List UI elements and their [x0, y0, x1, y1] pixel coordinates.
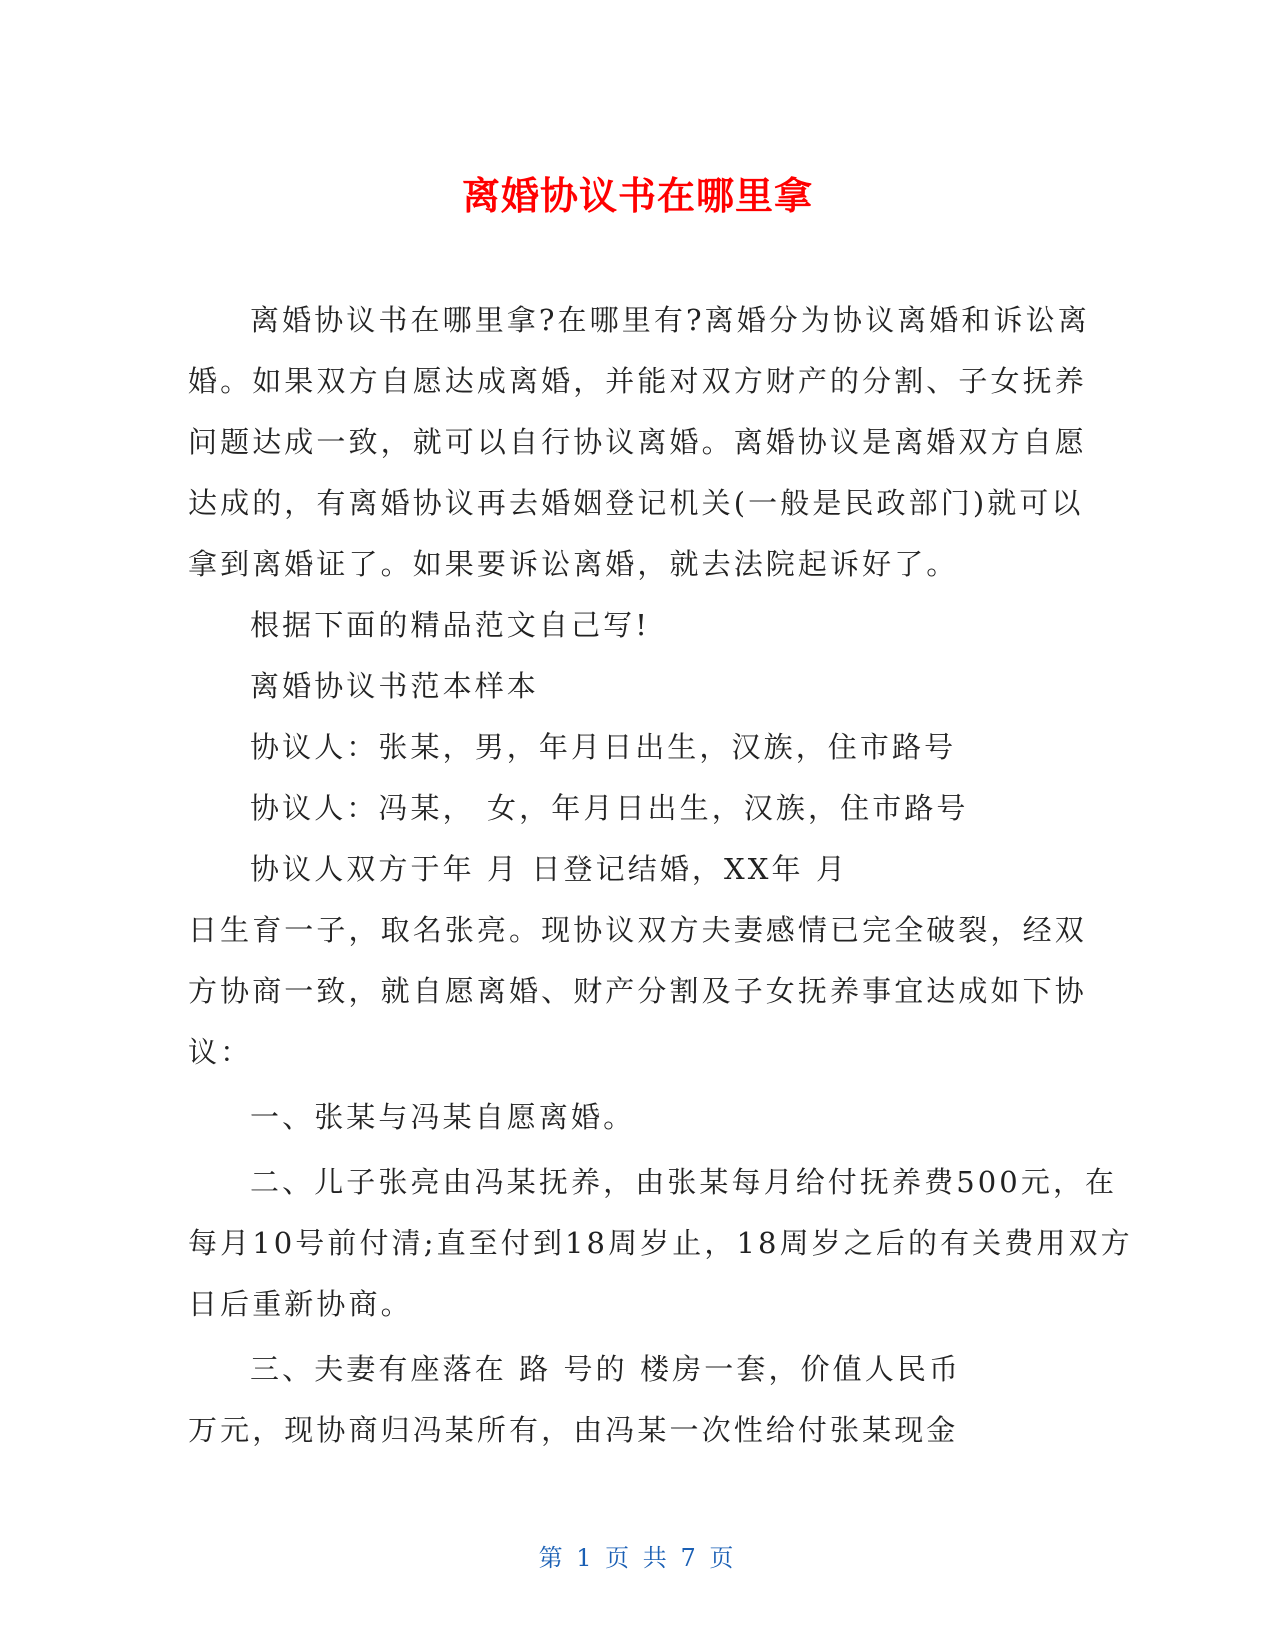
paragraph-line: 问题达成一致，就可以自行协议离婚。离婚协议是离婚双方自愿: [188, 425, 1087, 459]
paragraph-line: 达成的，有离婚协议再去婚姻登记机关(一般是民政部门)就可以: [188, 486, 1084, 520]
paragraph-line: 协议人双方于年 月 日登记结婚，XX年 月: [250, 852, 849, 886]
paragraph-line: 日后重新协商。: [188, 1287, 413, 1321]
paragraph-line: 议：: [188, 1035, 253, 1069]
document-body: [188, 290, 1133, 1461]
page-indicator: 第 1 页 共 7 页: [538, 1544, 737, 1572]
paragraph-line: 协议人：张某，男，年月日出生，汉族，住市路号: [250, 730, 957, 764]
paragraph-line: 万元，现协商归冯某所有，由冯某一次性给付张某现金: [188, 1413, 959, 1447]
paragraph-line: 婚。如果双方自愿达成离婚，并能对双方财产的分割、子女抚养: [188, 364, 1087, 398]
paragraph-line: 离婚协议书在哪里拿?在哪里有?离婚分为协议离婚和诉讼离: [250, 303, 1090, 337]
paragraph-line: 离婚协议书范本样本: [250, 669, 539, 703]
paragraph-line: 一、张某与冯某自愿离婚。: [250, 1100, 636, 1134]
paragraph-line: 每月10号前付清;直至付到18周岁止，18周岁之后的有关费用双方: [188, 1226, 1133, 1260]
paragraph-line: 日生育一子，取名张亮。现协议双方夫妻感情已完全破裂，经双: [188, 913, 1087, 947]
paragraph-line: 拿到离婚证了。如果要诉讼离婚，就去法院起诉好了。: [188, 547, 959, 581]
document-title: 离婚协议书在哪里拿: [461, 174, 813, 218]
paragraph-line: 协议人：冯某， 女，年月日出生，汉族，住市路号: [250, 791, 969, 825]
paragraph-line: 三、夫妻有座落在 路 号的 楼房一套，价值人民币: [250, 1352, 962, 1386]
paragraph-line: 方协商一致，就自愿离婚、财产分割及子女抚养事宜达成如下协: [188, 974, 1087, 1008]
paragraph-line: 二、儿子张亮由冯某抚养，由张某每月给付抚养费500元，在: [250, 1165, 1118, 1199]
paragraph-line: 根据下面的精品范文自己写!: [250, 608, 650, 642]
